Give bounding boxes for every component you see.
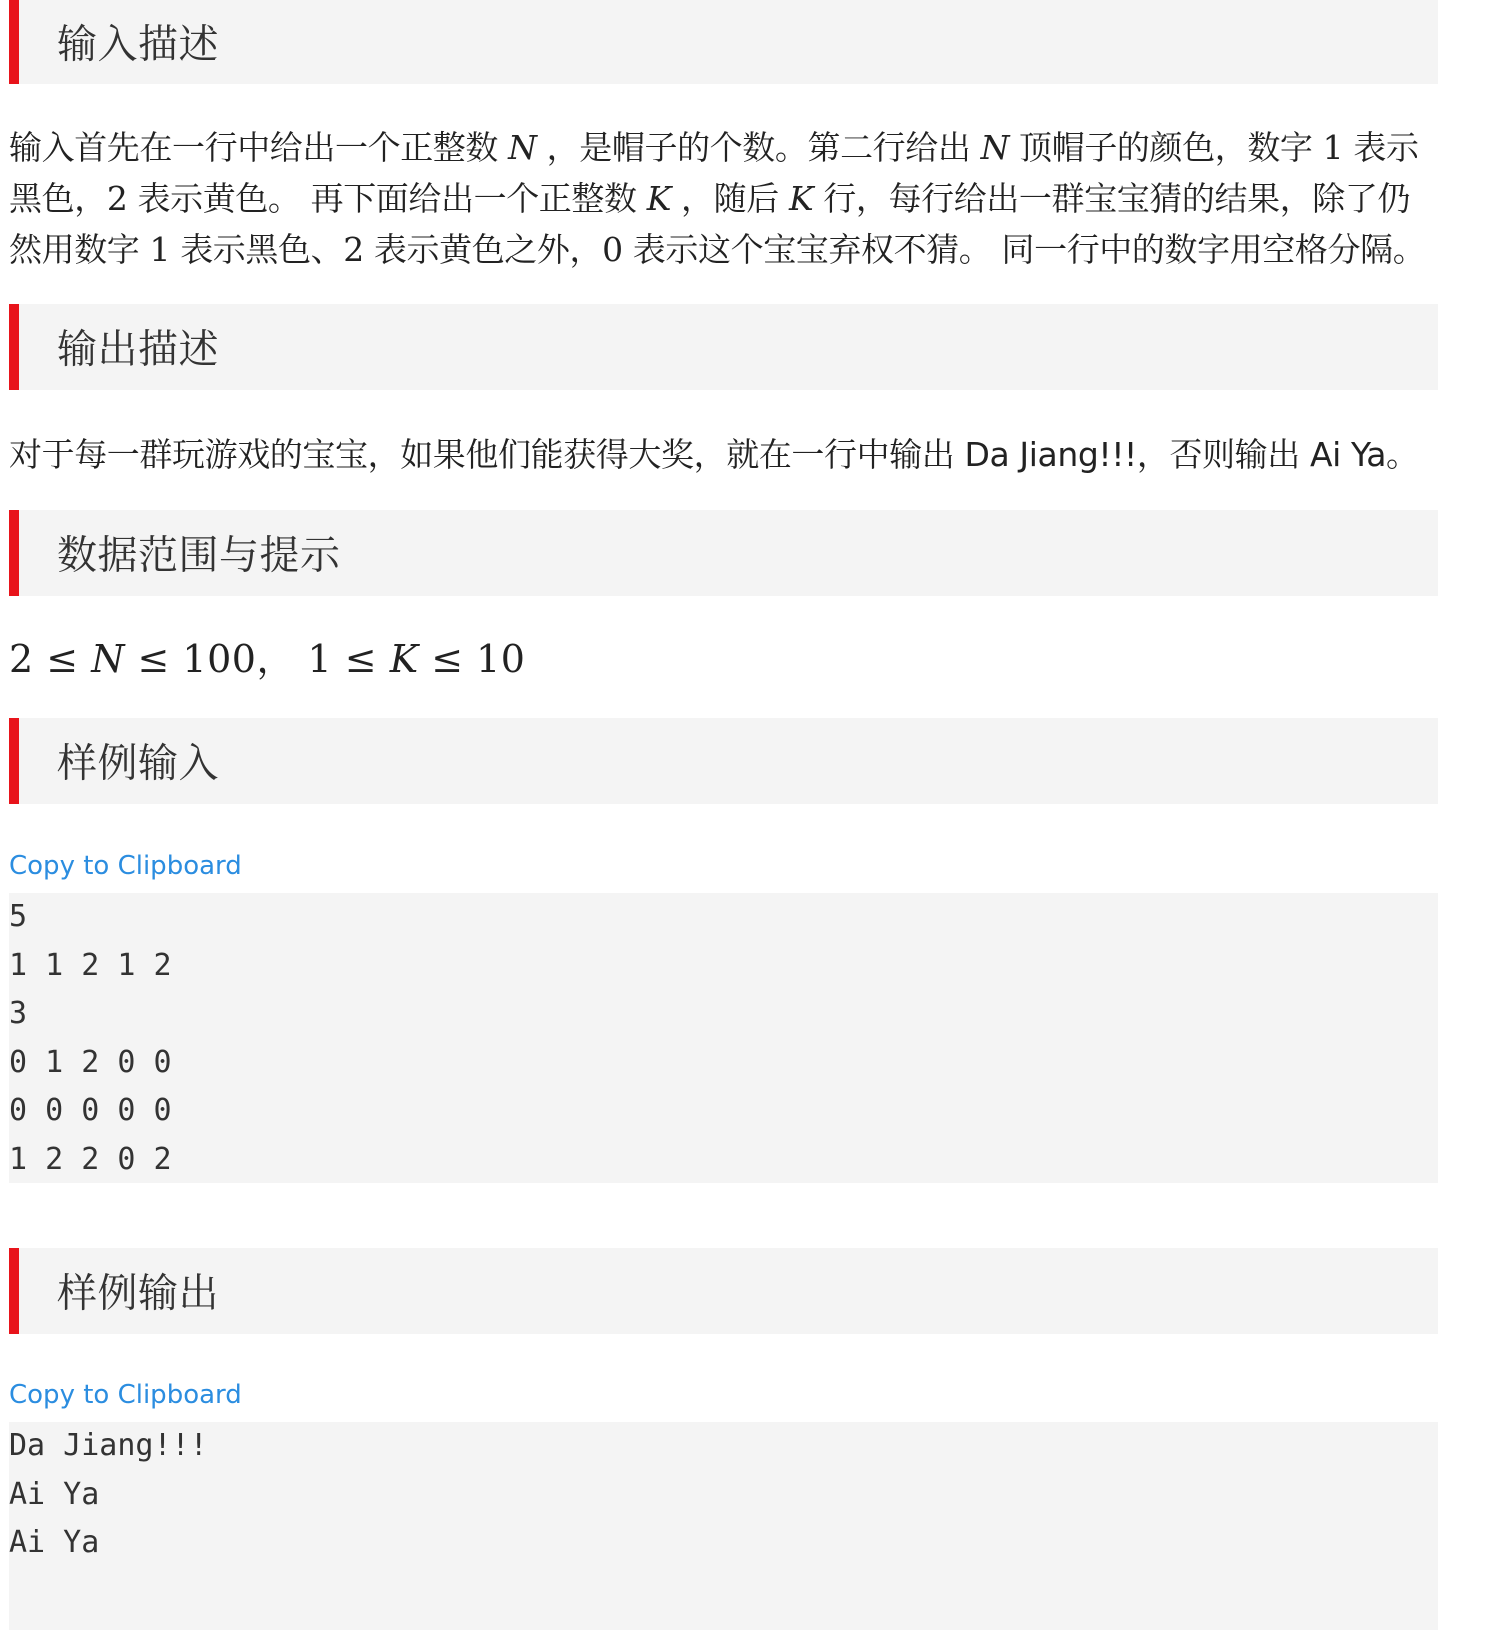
sample-output-copy-button[interactable]: Copy to Clipboard: [9, 1380, 242, 1410]
code-line: Ai Ya: [9, 1476, 100, 1512]
sample-input-title: 样例输入: [57, 740, 219, 787]
code-line: Da Jiang!!!: [9, 1428, 208, 1463]
output-description-title: 输出描述: [57, 326, 219, 373]
sample-input-header: [9, 718, 1438, 804]
data-range-title: 数据范围与提示: [57, 532, 341, 579]
input-description-header: [9, 0, 1438, 84]
code-line: Ai Ya: [9, 1525, 100, 1560]
output-description-text: 对于每一群玩游戏的宝宝，如果他们能获得大奖，就在一行中输出 Da Jiang!!!，否则输出 Ai Ya。: [9, 435, 1419, 474]
data-range-header: [9, 510, 1438, 596]
code-line: 5: [9, 899, 28, 934]
code-line: 3: [9, 996, 28, 1031]
sample-output-title: 样例输出: [57, 1270, 219, 1317]
code-line: 1 1 2 1 2: [9, 947, 172, 983]
input-description-title: 输入描述: [57, 21, 219, 68]
data-range-formula: 2 ≤ N ≤ 100， 1 ≤ K ≤ 10: [9, 637, 526, 681]
code-line: 0 0 0 0 0: [9, 1093, 172, 1128]
sample-output-code: [9, 1422, 1438, 1630]
sample-input-copy-button[interactable]: Copy to Clipboard: [9, 851, 242, 881]
input-description-text: 输入首先在一行中给出一个正整数 N ，是帽子的个数。第二行给出 N 顶帽子的颜色，数字 1 表示黑色，2 表示黄色。 再下面给出一个正整数 K ，随后 K 行，每行给出一群宝宝猜的结果，除了仍然用数字 1 表示黑色、2 表示黄色之外，0 表示这个宝宝弃权不猜。 同一行中的数字用空格分隔。: [9, 128, 1426, 269]
sample-input-code: [9, 893, 1438, 1183]
code-line: 1 2 2 0 2: [9, 1141, 172, 1177]
code-line: 0 1 2 0 0: [9, 1044, 172, 1080]
sample-output-header: [9, 1248, 1438, 1334]
output-description-header: [9, 304, 1438, 390]
